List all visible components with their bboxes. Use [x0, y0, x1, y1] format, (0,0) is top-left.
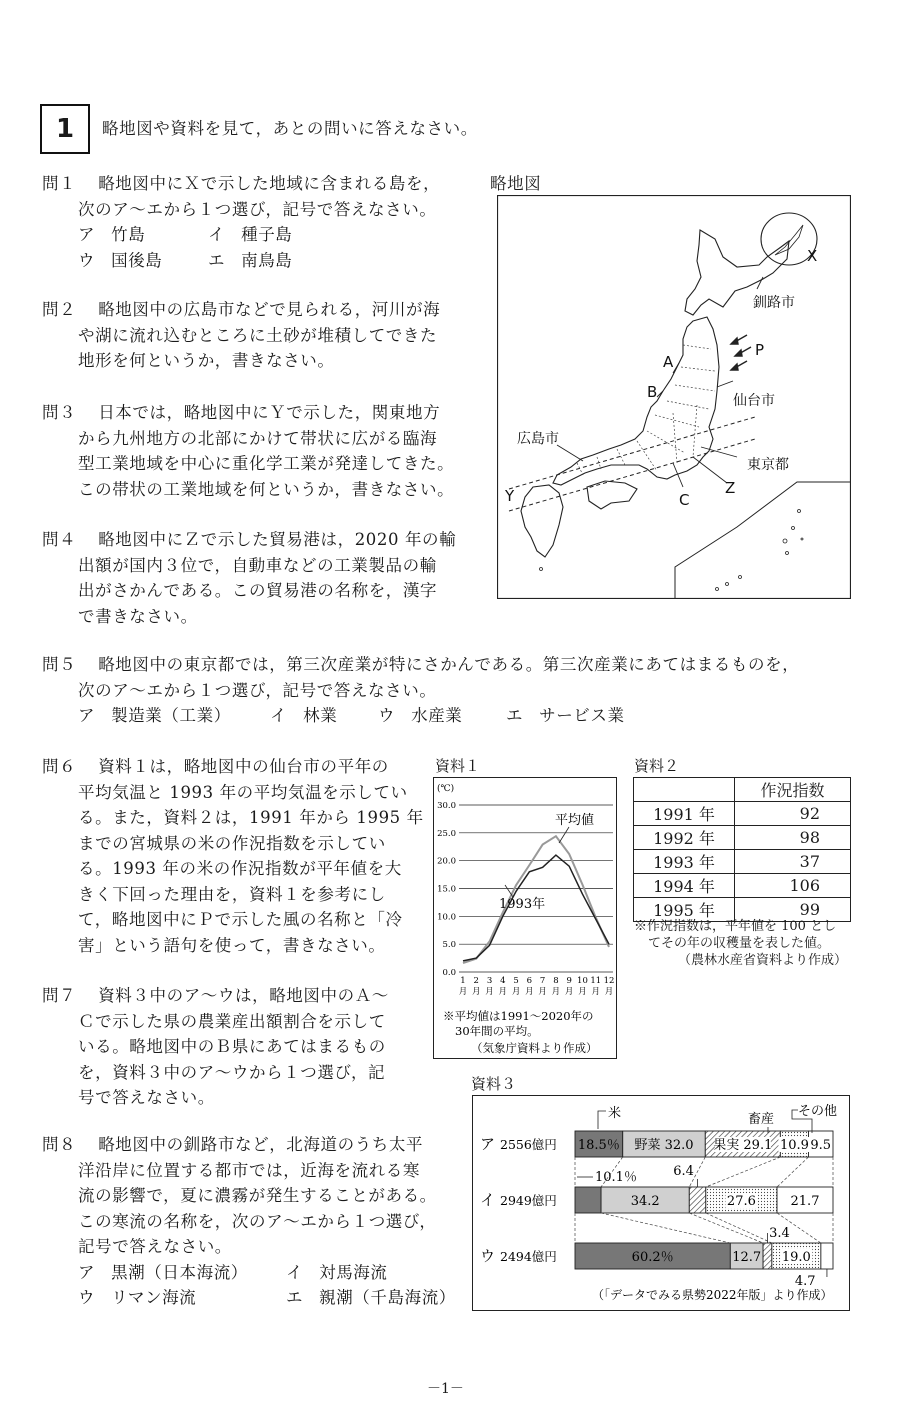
data-label: 19.0: [781, 1250, 811, 1265]
table-row: [634, 802, 851, 826]
question-text: や湖に流れ込むところに土砂が堆積してできた: [78, 326, 438, 345]
data-label: 野菜 32.0: [634, 1138, 694, 1153]
shiryo3-title: 資料３: [471, 1075, 517, 1093]
data-label: 18.5％: [577, 1138, 620, 1153]
bar-segment: [689, 1187, 706, 1213]
question-label: 問１: [42, 174, 77, 193]
note-line: 30年間の平均。: [455, 1024, 539, 1038]
table-cell-value: 98: [735, 826, 851, 850]
x-tick-unit: 月: [564, 987, 574, 997]
question-text: 略地図中にＸで示した地域に含まれる島を，: [98, 174, 441, 193]
option-u: ウ 国後島: [78, 251, 163, 270]
data-label: 34.2: [630, 1194, 660, 1209]
data-label: 6.4: [673, 1164, 694, 1179]
option-a: ア 竹島: [78, 225, 146, 244]
table-row: [634, 826, 851, 850]
data-label: 10.9: [779, 1138, 809, 1153]
option-e: エ 南鳥島: [208, 251, 293, 270]
japan-map: [497, 195, 851, 599]
table-cell-value: 92: [735, 802, 851, 826]
table-row: [634, 874, 851, 898]
x-tick-unit: 月: [458, 987, 468, 997]
x-tick-unit: 月: [511, 987, 521, 997]
x-tick-unit: 月: [472, 987, 481, 997]
x-tick-label: 4: [500, 976, 506, 986]
table-header-row: [634, 778, 851, 802]
question-label: 問２: [42, 300, 77, 319]
y-tick-label: 25.0: [437, 828, 456, 839]
bar-segment: [575, 1187, 601, 1213]
option-u: ウ リマン海流: [78, 1288, 197, 1307]
note-line: てその年の収穫量を表した値。: [648, 936, 831, 951]
question-label: 問８: [42, 1135, 77, 1154]
label-a: A: [663, 353, 674, 371]
table-header: 作況指数: [735, 778, 851, 802]
legend-other: その他: [798, 1104, 838, 1119]
source-note: （農林水産省資料より作成）: [678, 953, 848, 968]
category-label: ウ: [480, 1247, 496, 1265]
legend-rice: 米: [608, 1106, 622, 1121]
question-label: 問３: [42, 403, 77, 422]
option-i: イ 種子島: [208, 225, 293, 244]
data-label: 10.1％: [595, 1170, 637, 1185]
data-label: 9.5: [810, 1138, 832, 1153]
label-p: P: [755, 341, 765, 359]
category-total: 2949億円: [500, 1193, 557, 1208]
main-instruction: 略地図や資料を見て，あとの問いに答えなさい。: [102, 119, 478, 138]
category-total: 2494億円: [500, 1249, 557, 1264]
series-label-1993: 1993年: [499, 897, 546, 912]
table-cell-year: 1994 年: [634, 874, 735, 898]
data-label: 27.6: [726, 1194, 756, 1209]
x-tick-label: 11: [590, 976, 602, 986]
source-note: （気象庁資料より作成）: [471, 1041, 598, 1055]
label-tokyo: 東京都: [747, 457, 789, 473]
x-tick-label: 10: [577, 976, 588, 986]
data-label: 21.7: [790, 1194, 820, 1209]
table-row: [634, 850, 851, 874]
table-cell-value: 106: [735, 874, 851, 898]
page-number: －1－: [427, 1381, 464, 1397]
y-tick-label: 0.0: [442, 968, 456, 978]
x-tick-unit: 月: [525, 987, 534, 997]
shiryo2-title: 資料２: [634, 757, 680, 775]
label-sendai: 仙台市: [733, 393, 775, 409]
option-i: イ 対馬海流: [286, 1263, 388, 1282]
x-tick-unit: 月: [604, 987, 614, 997]
x-tick-label: 3: [486, 976, 493, 986]
table-cell-year: 1995 年: [634, 898, 735, 922]
x-tick-unit: 月: [485, 987, 494, 997]
x-tick-label: 5: [513, 976, 519, 986]
x-tick-unit: 月: [551, 987, 561, 997]
note-line: ※作況指数は，平年値を 100 とし: [634, 919, 837, 934]
label-b: B: [647, 383, 658, 401]
table-cell-year: 1993 年: [634, 850, 735, 874]
agriculture-stacked-bar-chart: [472, 1095, 850, 1311]
x-tick-label: 12: [603, 976, 615, 986]
table-cell-value: 99: [735, 898, 851, 922]
label-y: Y: [505, 487, 515, 505]
question-number-box: 1: [40, 104, 90, 154]
table-cell-year: 1992 年: [634, 826, 735, 850]
data-label: 12.7: [732, 1250, 762, 1265]
x-tick-unit: 月: [498, 987, 508, 997]
label-x: X: [807, 247, 818, 265]
x-tick-unit: 月: [538, 987, 547, 997]
option-e: エ 親潮（千島海流）: [286, 1288, 456, 1307]
option-i: イ 林業: [270, 706, 338, 725]
shiryo1-title: 資料１: [435, 757, 481, 775]
x-tick-label: 2: [473, 976, 479, 986]
table-header-empty: [634, 778, 735, 802]
option-a: ア 黒潮（日本海流）: [78, 1263, 248, 1282]
y-tick-label: 20.0: [437, 856, 456, 867]
option-e: エ サービス業: [506, 706, 625, 725]
legend-livestock: 畜産: [748, 1112, 775, 1127]
question-label: 問４: [42, 530, 77, 549]
option-u: ウ 水産業: [378, 706, 463, 725]
category-total: 2556億円: [500, 1137, 557, 1152]
temperature-line-chart: [433, 777, 617, 1059]
table-cell-value: 37: [735, 850, 851, 874]
note-line: ※平均値は1991～2020年の: [443, 1009, 594, 1023]
bar-segment: [821, 1243, 833, 1269]
question-label: 問５: [42, 655, 77, 674]
y-tick-label: 10.0: [437, 912, 456, 923]
map-title: 略地図: [490, 174, 542, 193]
y-tick-label: 5.0: [442, 940, 456, 951]
category-label: ア: [480, 1135, 496, 1153]
data-label: 果実 29.1: [713, 1138, 773, 1153]
y-unit: (℃): [437, 784, 455, 794]
question-label: 問６: [42, 757, 77, 776]
x-tick-label: 7: [539, 976, 546, 986]
question-label: 問７: [42, 986, 77, 1005]
y-tick-label: 15.0: [437, 884, 456, 895]
label-c: C: [679, 491, 690, 509]
label-kushiro: 釧路市: [753, 295, 795, 311]
data-label: 4.7: [794, 1274, 816, 1289]
y-tick-label: 30.0: [437, 801, 456, 811]
label-hiroshima: 広島市: [517, 431, 559, 447]
option-a: ア 製造業（工業）: [78, 706, 231, 725]
data-label: 60.2％: [631, 1250, 674, 1265]
bar-segment: [763, 1243, 772, 1269]
source-note: （「データでみる県勢2022年版」より作成）: [592, 1288, 833, 1302]
x-tick-unit: 月: [578, 987, 587, 997]
table-cell-year: 1991 年: [634, 802, 735, 826]
category-label: イ: [480, 1191, 496, 1209]
crop-index-table: [633, 777, 851, 922]
question-text: 次のア～エから１つ選び，記号で答えなさい。: [78, 200, 437, 219]
x-tick-label: 9: [566, 976, 572, 986]
x-tick-label: 8: [553, 976, 559, 986]
x-tick-unit: 月: [591, 987, 600, 997]
series-label-average: 平均値: [555, 813, 595, 828]
question-text: 地形を何というか，書きなさい。: [78, 351, 335, 370]
label-z: Z: [725, 479, 736, 497]
x-tick-label: 1: [460, 976, 466, 986]
x-tick-label: 6: [526, 976, 533, 986]
data-label: 3.4: [769, 1226, 790, 1241]
